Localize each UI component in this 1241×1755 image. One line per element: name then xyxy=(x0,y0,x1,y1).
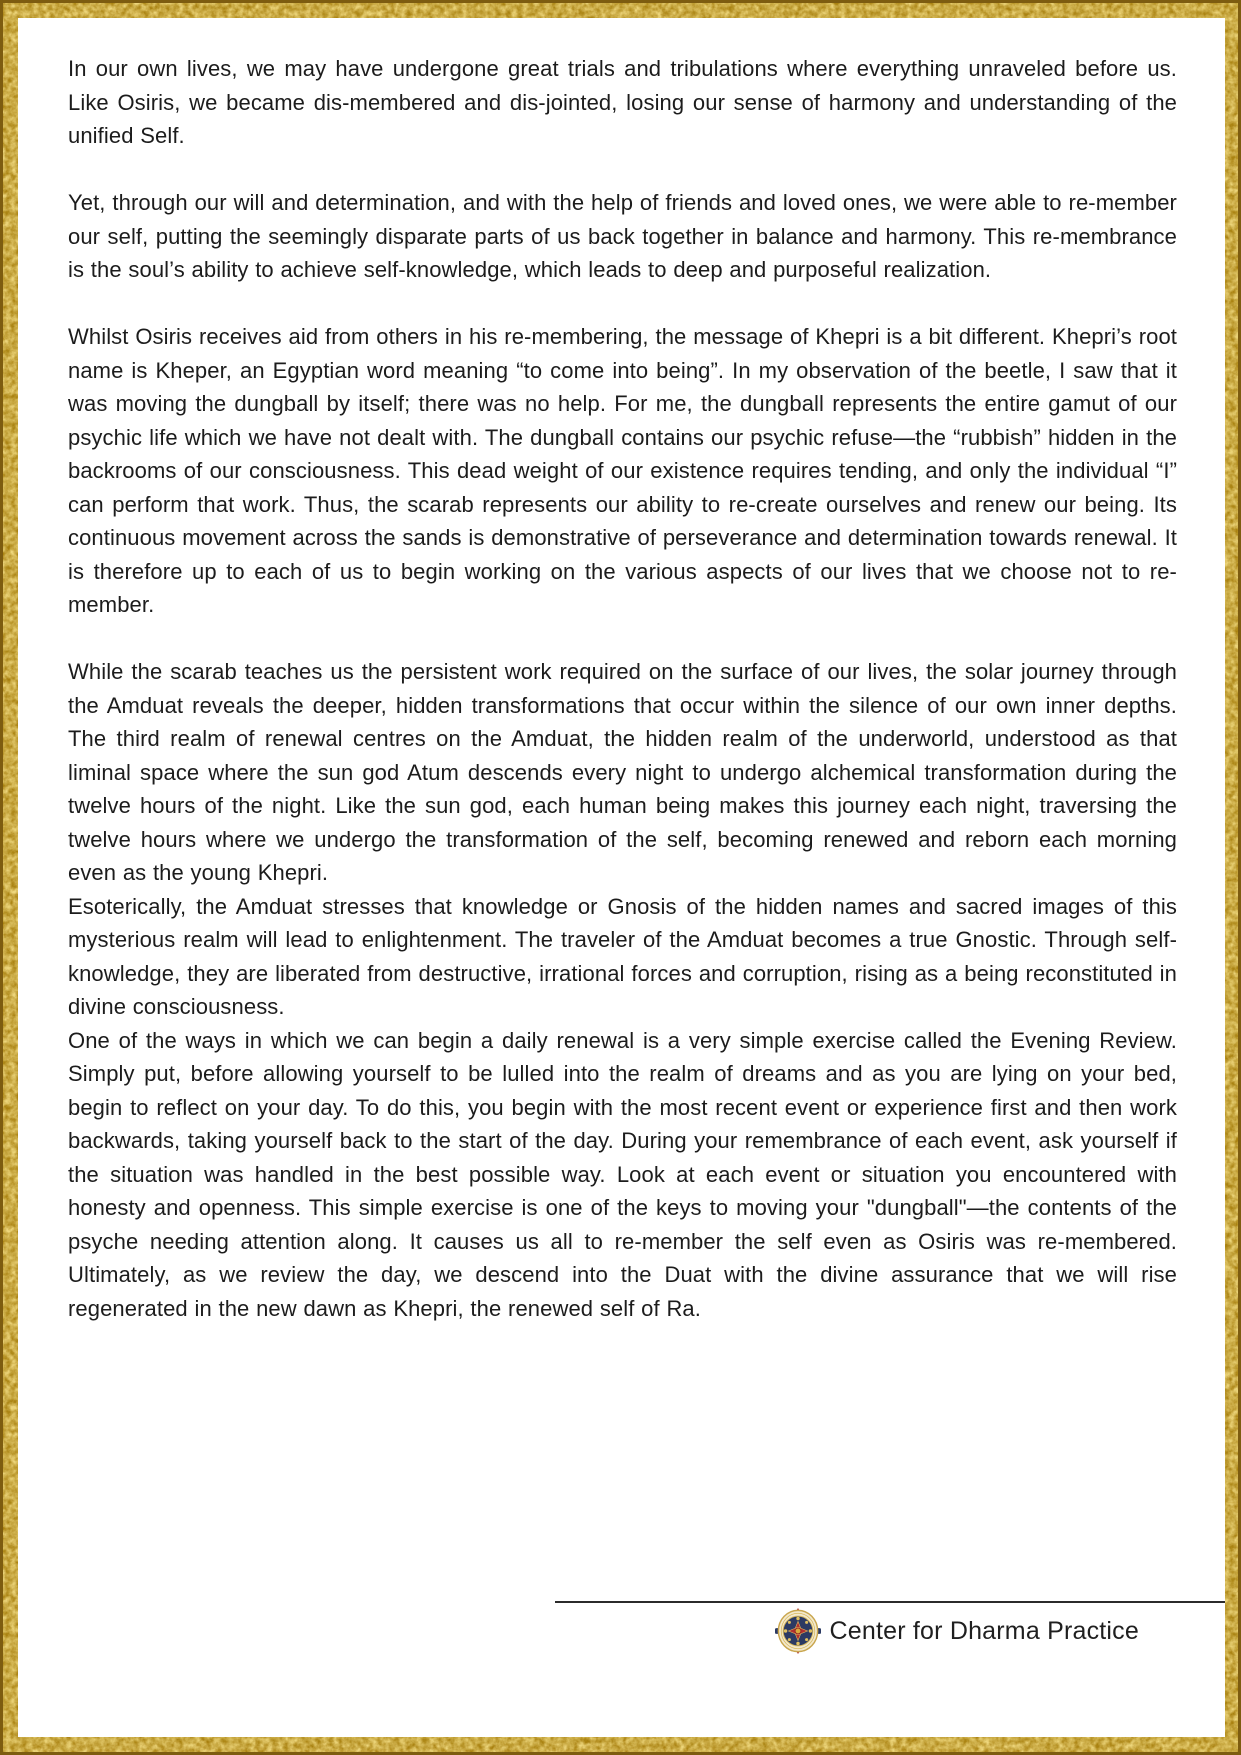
footer xyxy=(18,1601,1225,1654)
footer-divider xyxy=(555,1601,1225,1603)
paragraph-3: Whilst Osiris receives aid from others in his re-membering, the message of Khepri is a bit different. Khepri’s root name is Kheper, an Egyptian word meaning “to come into being”. In my observation of the beetle, I saw that it was moving the dungball by itself; there was no help. For me, the dungball represents the entire gamut of our psychic life which we have not dealt with. The dungball contains our psychic refuse—the “rubbish” hidden in the backrooms of our consciousness. This dead weight of our existence requires tending, and only the individual “I” can perform that work. Thus, the scarab represents our ability to re-create ourselves and renew our being. Its continuous movement across the sands is demonstrative of perseverance and determination towards renewal. It is therefore up to each of us to begin working on the various aspects of our lives that we choose not to re-member. xyxy=(68,324,1177,617)
paragraph-5: Esoterically, the Amduat stresses that knowledge or Gnosis of the hidden names and sacred images of this mysterious realm will lead to enlightenment. The traveler of the Amduat becomes a true Gnostic. Through self-knowledge, they are liberated from destructive, irrational forces and corruption, rising as a being reconstituted in divine consciousness. xyxy=(68,893,1177,1019)
paragraph-1: In our own lives, we may have undergone great trials and tribulations where everything unraveled before us. Like Osiris, we became dis-membered and dis-jointed, losing our sense of harmony and understanding of the unified Self. xyxy=(68,56,1177,148)
org-name: Center for Dharma Practice xyxy=(829,1616,1139,1645)
footer-branding xyxy=(18,1608,1225,1654)
paragraph-2: Yet, through our will and determination, and with the help of friends and loved ones, we were able to re-member our self, putting the seemingly disparate parts of us back together in balance and harmony. This re-membrance is the soul’s ability to achieve self-knowledge, which leads to deep and purposeful realization. xyxy=(68,190,1177,282)
dharma-mandala-logo-icon xyxy=(775,1608,821,1654)
page-content xyxy=(18,18,1225,1737)
paragraph-4: While the scarab teaches us the persistent work required on the surface of our lives, the solar journey through the Amduat reveals the deeper, hidden transformations that occur within the silence of our own inner depths. The third realm of renewal centres on the Amduat, the hidden realm of the underworld, understood as that liminal space where the sun god Atum descends every night to undergo alchemical transformation during the twelve hours of the night. Like the sun god, each human being makes this journey each night, traversing the twelve hours where we undergo the transformation of the self, becoming renewed and reborn each morning even as the young Khepri. xyxy=(68,659,1177,885)
body-text xyxy=(18,18,1225,1325)
paragraph-6: One of the ways in which we can begin a daily renewal is a very simple exercise called the Evening Review. Simply put, before allowing yourself to be lulled into the realm of dreams and as you are lying on your bed, begin to reflect on your day. To do this, you begin with the most recent event or experience first and then work backwards, taking yourself back to the start of the day. During your remembrance of each event, ask yourself if the situation was handled in the best possible way. Look at each event or situation you encountered with honesty and openness. This simple exercise is one of the keys to moving your "dungball"—the contents of the psyche needing attention along. It causes us all to re-member the self even as Osiris was re-membered. Ultimately, as we review the day, we descend into the Duat with the divine assurance that we will rise regenerated in the new dawn as Khepri, the renewed self of Ra. xyxy=(68,1027,1177,1321)
